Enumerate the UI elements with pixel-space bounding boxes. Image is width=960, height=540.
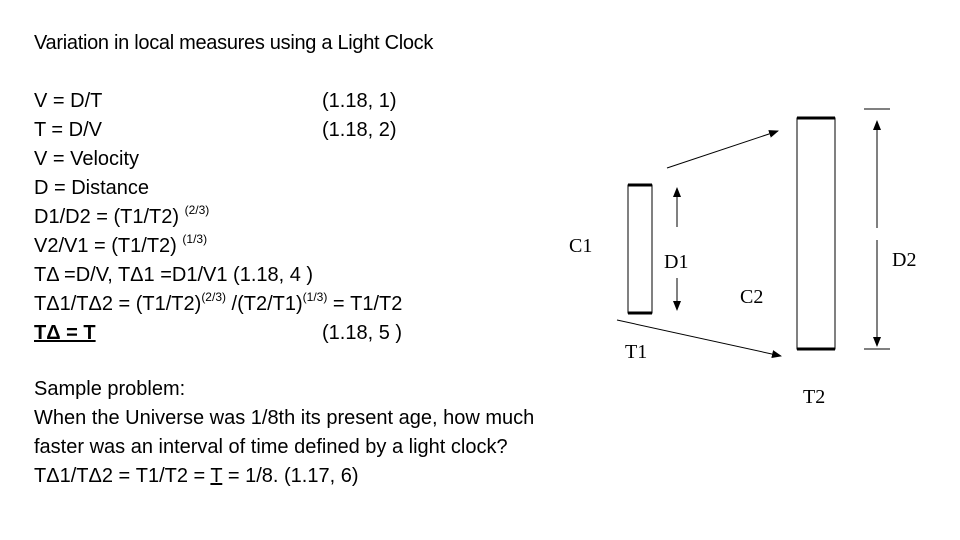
sample-answer-a: TΔ1/TΔ2 = T1/T2 = (34, 465, 211, 487)
equation-interval-ratio-a: TΔ1/TΔ2 = (T1/T2) (34, 293, 202, 315)
label-d1: D1 (664, 251, 689, 273)
definition-distance: D = Distance (34, 177, 150, 199)
equation-velocity-ratio-main: V2/V1 = (T1/T2) (34, 235, 177, 257)
label-t1: T1 (625, 341, 648, 363)
slide-title: Variation in local measures using a Light Clock (34, 32, 434, 54)
sample-question-line1: When the Universe was 1/8th its present age, how much (34, 407, 535, 429)
label-t2: T2 (803, 386, 826, 408)
equation-ref-5: (1.18, 5 ) (322, 322, 403, 344)
sample-answer-t: T (210, 465, 223, 487)
sample-question-line2: faster was an interval of time defined by a light clock? (34, 436, 508, 458)
equation-interval-ratio-b: /(T2/T1) (226, 293, 303, 315)
definition-velocity: V = Velocity (34, 148, 140, 170)
equation-interval-ratio-c: = T1/T2 (327, 293, 403, 315)
light-clock-2 (797, 118, 835, 349)
label-d2: D2 (892, 249, 917, 271)
equation-time-interval: TΔ =D/V, TΔ1 =D1/V1 (1.18, 4 ) (34, 264, 314, 286)
sample-heading: Sample problem: (34, 378, 186, 400)
label-c1: C1 (569, 235, 593, 257)
equation-velocity: V = D/T (34, 90, 103, 112)
equation-time: T = D/V (34, 119, 102, 141)
equation-interval-equals-t: TΔ = T (34, 322, 96, 344)
label-c2: C2 (740, 286, 764, 308)
equation-velocity-ratio-exp: (1/3) (182, 232, 208, 246)
light-clock-1 (628, 185, 652, 313)
equation-ref-1: (1.18, 1) (322, 90, 397, 112)
sample-answer-b: = 1/8. (1.17, 6) (222, 465, 359, 487)
equation-interval-ratio-exp2: (1/3) (302, 290, 328, 304)
expansion-arrow-top (667, 131, 778, 168)
equation-interval-ratio-exp1: (2/3) (201, 290, 226, 304)
equation-ref-2: (1.18, 2) (322, 119, 397, 141)
equation-distance-ratio-exp: (2/3) (184, 203, 210, 217)
equation-distance-ratio-main: D1/D2 = (T1/T2) (34, 206, 180, 228)
